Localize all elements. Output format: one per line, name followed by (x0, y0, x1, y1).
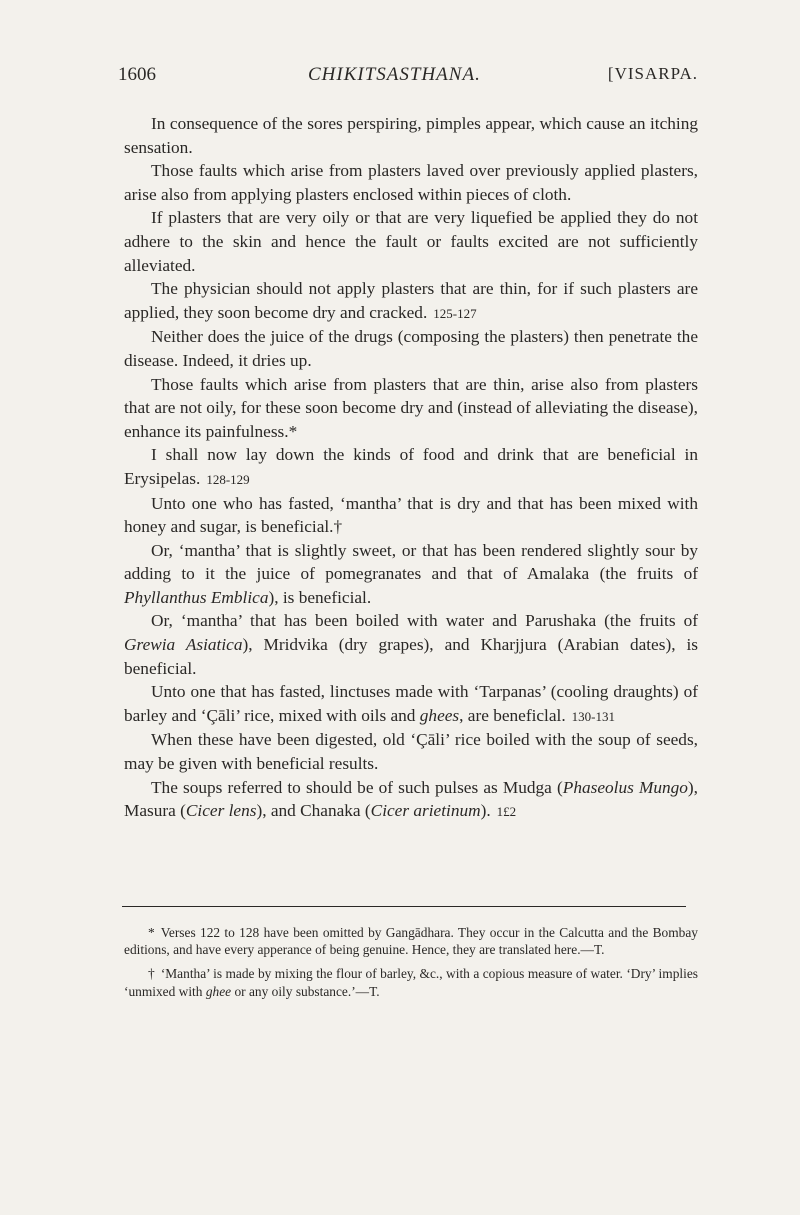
paragraph (124, 206, 698, 277)
italic-term: ghees (419, 705, 460, 725)
text-run: I shall now lay down the kinds of food and drink that are beneficial in Erysipelas. (124, 445, 698, 488)
verse-reference: 128-129 (206, 471, 250, 487)
text-run: Verses 122 to 128 have been omitted by Gangādhara. They occur in the Calcutta and the Bombay editions, and have every apperance of being genuine. Hence, they are translated here.—T. (124, 925, 698, 958)
paragraph (124, 776, 698, 824)
paragraph (124, 443, 698, 491)
italic-term: Grewia Asiatica (124, 635, 243, 655)
text-run: Neither does the juice of the drugs (composing the plasters) then penetrate the disease. Indeed, it dries up. (124, 327, 698, 370)
text-run: If plasters that are very oily or that are very liquefied be applied they do not adhere to the skin and hence the fault or faults excited are not sufficiently alleviated. (124, 208, 698, 275)
footnote-marker: * (148, 925, 155, 940)
text-run: Unto one who has fasted, ‘mantha’ that is dry and that has been mixed with honey and sugar, is beneficial.† (124, 493, 698, 537)
running-title: CHIKITSASTHANA. (308, 64, 481, 85)
verse-reference: 1£2 (496, 804, 517, 820)
paragraph (124, 492, 698, 539)
text-run: Those faults which arise from plasters that are thin, arise also from plasters that are not oily, for these soon become dry and (instead of alleviating the disease), enhance its painfulness.* (124, 374, 698, 441)
text-run: ). (480, 801, 491, 821)
footnote-marker: † (148, 966, 155, 982)
text-run: The soups referred to should be of such pulses as Mudga ( (151, 777, 563, 797)
paragraph (124, 325, 698, 372)
paragraph (124, 609, 698, 680)
text-run: In consequence of the sores perspiring, pimples appear, which cause an itching sensation. (124, 114, 698, 157)
italic-term: Phaseolus Mungo (562, 777, 688, 797)
section-tag: [VISARPA. (607, 64, 698, 83)
footnote-divider (122, 906, 686, 907)
text-run: ‘Mantha’ is made by mixing the flour of barley, &c., with a copious measure of water. ‘Dry’ implies ‘unmixed with (124, 966, 698, 999)
paragraph (124, 680, 698, 728)
text-run: Unto one that has fasted, linctuses made with ‘Tarpanas’ (cooling draughts) of barley and ‘Çāli’ rice, mixed with oils and (124, 682, 698, 725)
text-run: Or, ‘mantha’ that has been boiled with water and Parushaka (the fruits of (151, 611, 698, 631)
text-run: Or, ‘mantha’ that is slightly sweet, or that has been rendered slightly sour by adding to it the juice of pomegranates and that of Amalaka (the fruits of (124, 540, 698, 584)
page-header (118, 64, 698, 88)
paragraph (124, 277, 698, 325)
verse-reference: 125-127 (433, 305, 477, 321)
italic-term: Phyllanthus Emblica (124, 587, 269, 607)
text-run: ), is beneficial. (268, 587, 372, 607)
text-run: ), and Chanaka ( (256, 801, 371, 821)
text-run: or any oily substance.’—T. (231, 983, 380, 999)
page-number: 1606 (118, 64, 156, 85)
text-run: When these have been digested, old ‘Çāli’ rice boiled with the soup of seeds, may be given with beneficial results. (124, 730, 698, 774)
text-run: , are beneficlal. (459, 705, 566, 725)
main-text (124, 112, 698, 824)
paragraph (124, 159, 698, 206)
italic-term: ghee (205, 983, 232, 999)
text-run: Those faults which arise from plasters laved over previously applied plasters, arise also from applying plasters enclosed within pieces of cloth. (124, 161, 698, 204)
footnote (124, 924, 698, 958)
paragraph (124, 539, 698, 610)
text-run: ), Masura ( (124, 777, 698, 821)
italic-term: Cicer arietinum (370, 801, 481, 821)
italic-term: Cicer lens (185, 801, 257, 821)
footnote (124, 965, 698, 999)
text-run: ), Mridvika (dry grapes), and Kharjjura (Arabian dates), is beneficial. (124, 635, 698, 678)
verse-reference: 130-131 (571, 708, 615, 724)
paragraph (124, 373, 698, 444)
paragraph (124, 728, 698, 775)
footnotes (124, 924, 698, 1007)
paragraph (124, 112, 698, 159)
text-run: The physician should not apply plasters that are thin, for if such plasters are applied, they soon become dry and cracked. (124, 279, 698, 322)
